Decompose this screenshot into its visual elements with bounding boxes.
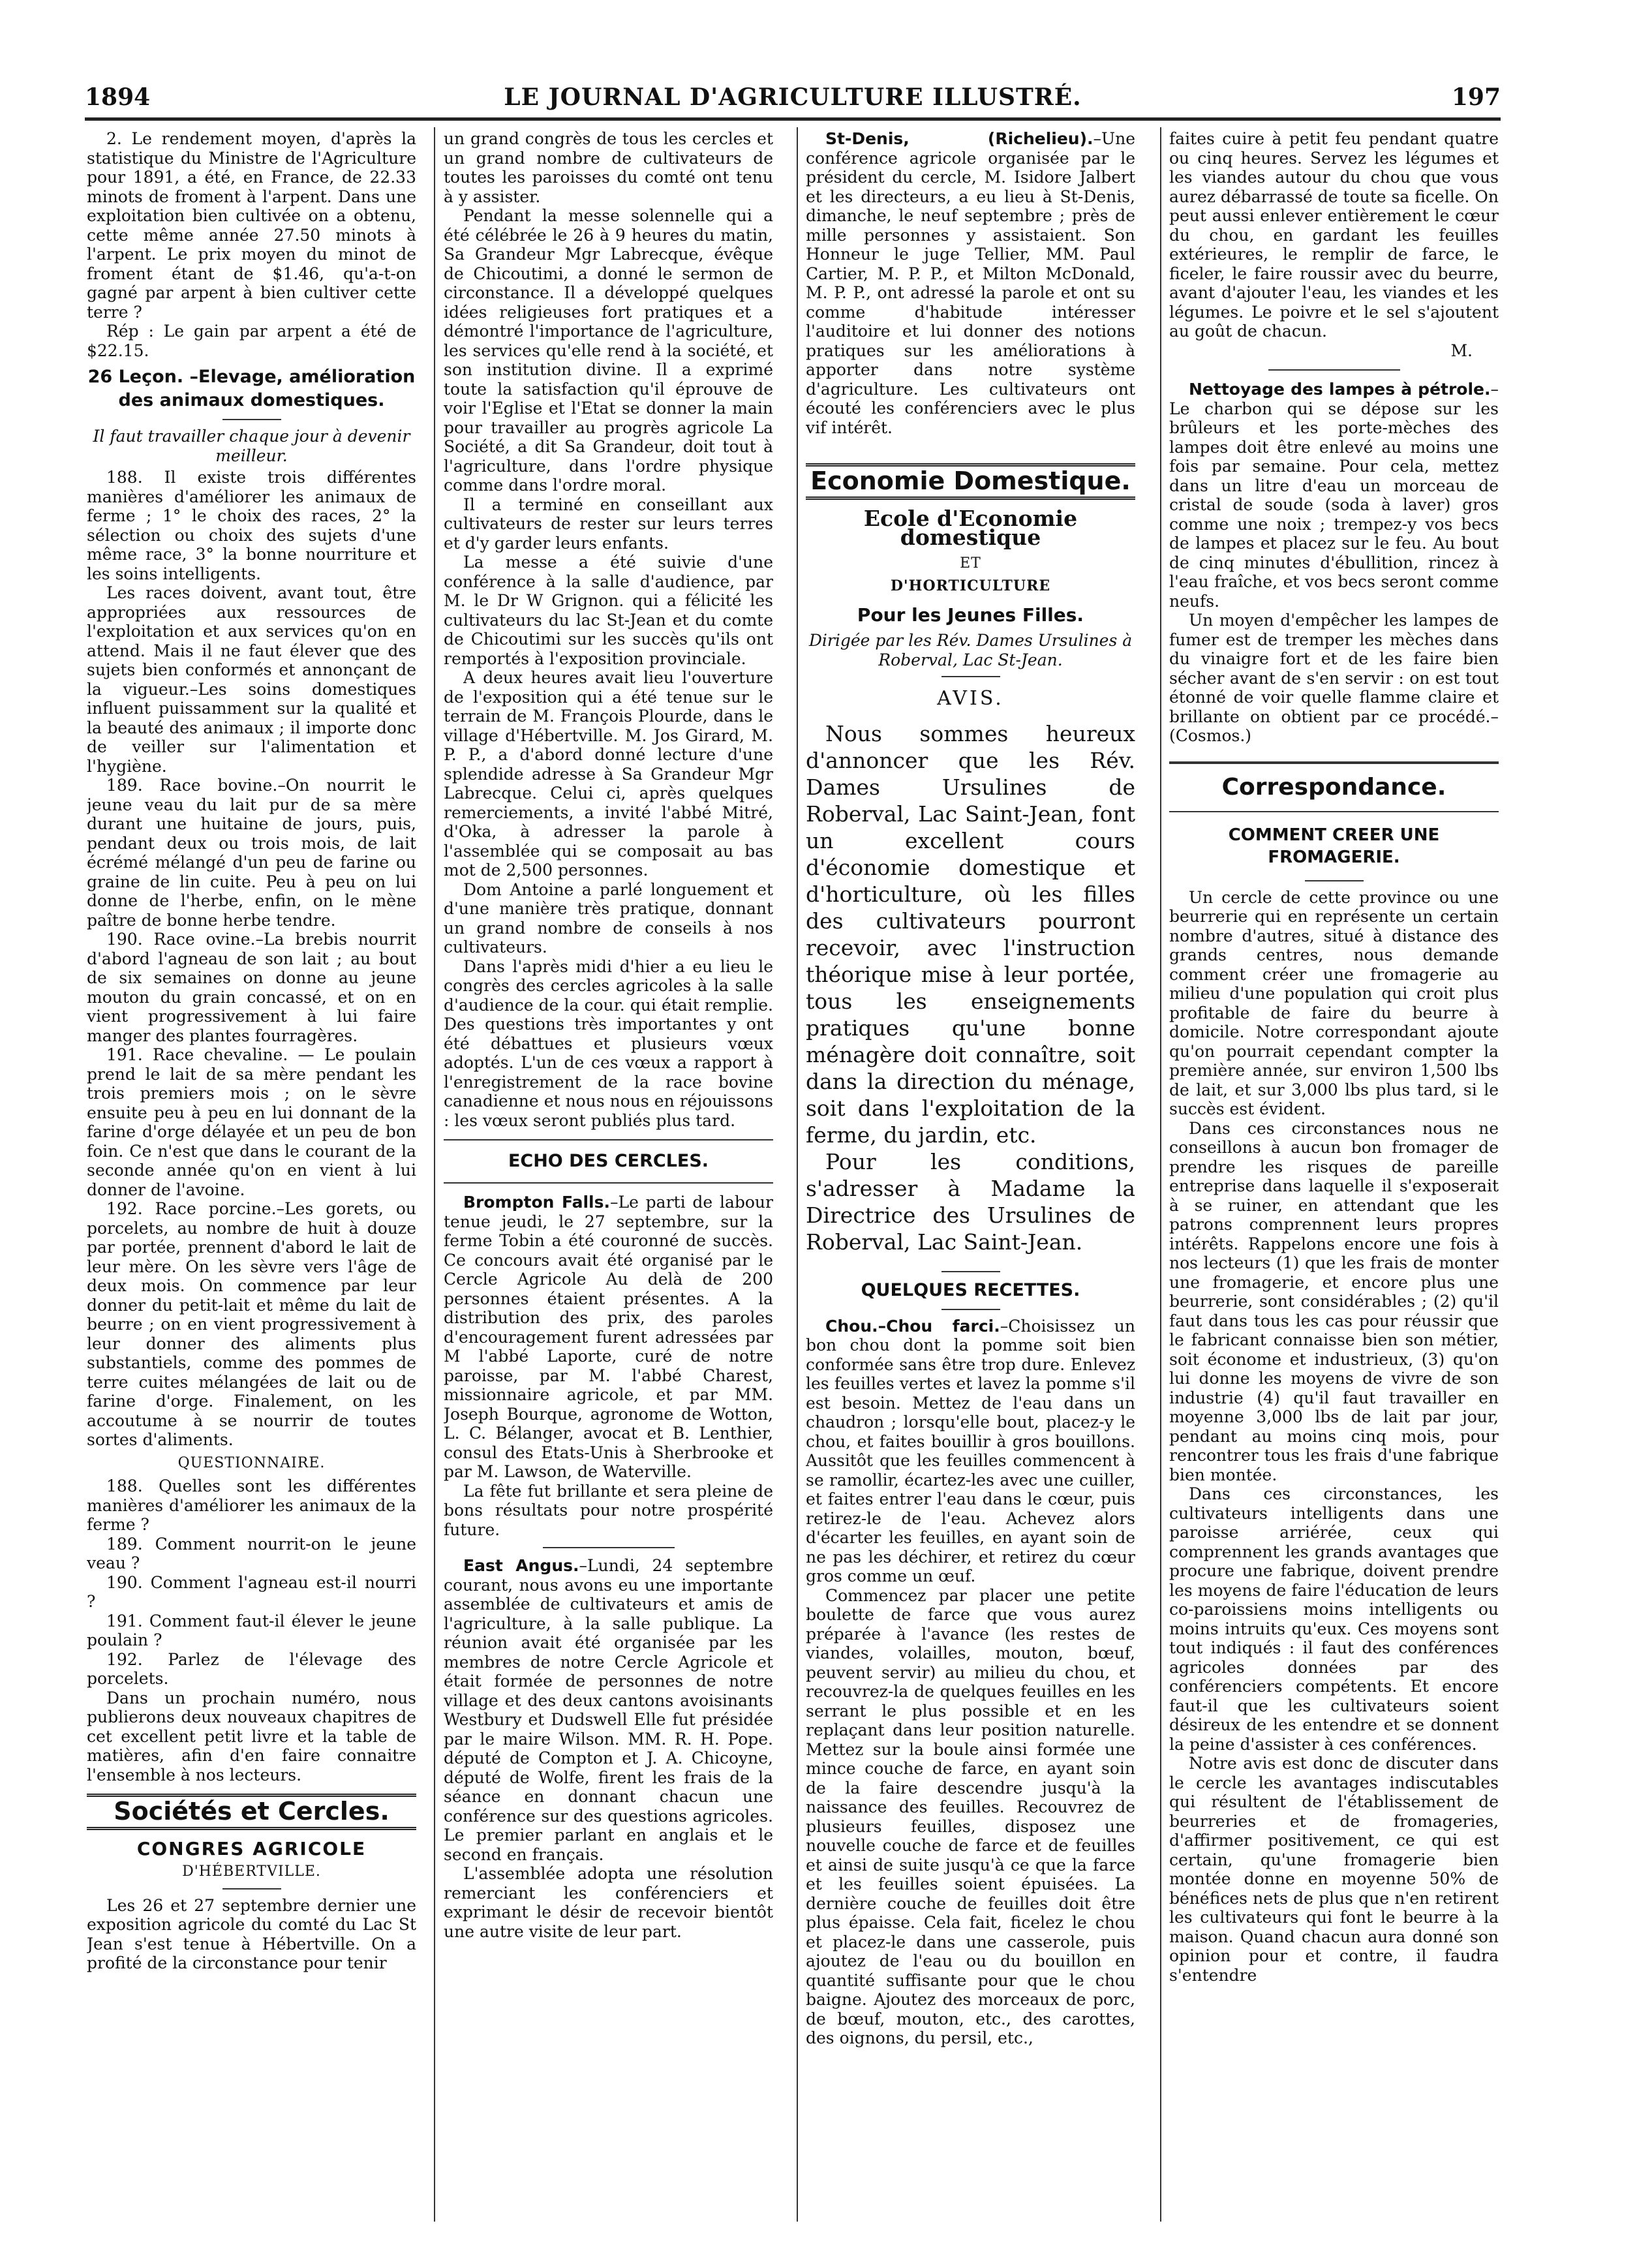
paragraph: Pour les conditions, s'adresser à Madame la Directrice des Ursulines de Roberval, Lac Saint-Jean.	[806, 1148, 1135, 1255]
divider	[1268, 369, 1400, 371]
paragraph: Dans ces circonstances, les cultivateurs intelligents dans une paroisse arriérée, ceux qui comprennent les grands avantages que procure une fabrique, doivent prendre les moyens de faire l'éducation de leurs co-paroissiens moins intelligents ou moins intruits qu'eux. Ces moyens sont tout indiqués : il faut des conférences agricoles données par des conférenciers compétents. Et encore faut-il que les cultivateurs soient désireux de les entendre et se donnent la peine d'assister à ces conférences.	[1169, 1484, 1499, 1754]
echo-heading: ECHO DES CERCLES.	[508, 1151, 709, 1171]
paragraph: un grand congrès de tous les cercles et un grand nombre de cultivateurs de toutes les paroisses du comté ont tenu à y assister.	[444, 129, 773, 206]
school-horticulture: D'HORTICULTURE	[890, 577, 1051, 594]
question: 190. Comment l'agneau est-il nourri ?	[87, 1572, 416, 1611]
paragraph: L'assemblée adopta une résolution remerciant les conférenciers et exprimant le désir de recevoir bientôt une autre visite de leur part.	[444, 1864, 773, 1941]
header-rule	[85, 117, 1501, 121]
place-name: East Angus.	[463, 1556, 579, 1575]
paragraph: Un moyen d'empêcher les lampes de fumer est de tremper les mèches dans du vinaigre fort et de les faire bien sécher avant de s'en servir : on est tout étonné de voir quelle flamme claire et brillante on obtient par ce procédé.–(Cosmos.)	[1169, 611, 1499, 745]
divider	[1169, 811, 1499, 812]
paragraph: Il a terminé en conseillant aux cultivateurs de rester sur leurs terres et d'y garder leurs enfants.	[444, 495, 773, 553]
paragraph: 190. Race ovine.–La brebis nourrit d'abord l'agneau de son lait ; au bout de six semaines on donne au jeune mouton du grain concassé, et on en vient progressivement à lui faire manger des plantes fourragères.	[87, 930, 416, 1045]
paragraph: 189. Race bovine.–On nourrit le jeune veau du lait pur de sa mère durant une huitaine de jours, puis, pendant deux ou trois mois, de lait écrémé mélangé d'un peu de farine ou graine de lin cuite. Peu à peu on lui donne de l'herbe, enfin, on le mène paître de bonne herbe tendre.	[87, 776, 416, 930]
page-header	[85, 78, 1501, 117]
paragraph: Les races doivent, avant tout, être appropriées aux ressources de l'exploitation et aux services qu'on en attend. Mais il ne faut élever que des sujets bien conformés et annonçant de la vigueur.–Les soins domestiques influent puissamment sur la qualité et la beauté des animaux ; il importe donc de veiller sur l'alimentation et l'hygiène.	[87, 583, 416, 776]
divider	[444, 1139, 773, 1140]
question: 192. Parlez de l'élevage des porcelets.	[87, 1649, 416, 1688]
header-page-number: 197	[1451, 84, 1501, 111]
divider	[941, 1271, 1000, 1272]
divider	[543, 1547, 675, 1548]
section-heading-economie: Economie Domestique.	[806, 463, 1135, 500]
signature: M.	[1450, 341, 1473, 360]
column-divider	[1160, 127, 1161, 2222]
school-title: Ecole d'Economie domestique	[863, 505, 1078, 550]
article-title: Nettoyage des lampes à pétrole.	[1189, 380, 1491, 399]
column-divider	[434, 127, 435, 2222]
divider	[222, 419, 281, 420]
header-year: 1894	[85, 84, 151, 111]
divider	[444, 1182, 773, 1184]
place-name: St-Denis, (Richelieu).	[825, 129, 1094, 148]
paragraph: Commencez par placer une petite boulette de farce que vous aurez préparée à l'avance (les restes de viandes, volailles, mouton, bœuf, peuvent servir) au milieu du chou, et recouvrez-la de quelques feuilles en les serrant le plus possible et en les replaçant dans leur position naturelle. Mettez sur la boule ainsi formée une mince couche de farce, en ayant soin de la faire descendre jusqu'à la naissance des feuilles. Recouvrez de plusieurs feuilles, disposez une nouvelle couche de farce et de feuilles et ainsi de suite jusqu'à ce que la farce et les feuilles soient épuisées. La dernière couche de feuilles doit être plus épaisse. Cela fait, ficelez le chou et placez-le dans une casserole, puis ajoutez de l'eau ou du bouillon en quantité suffisante pour que le chou baigne. Ajoutez des morceaux de porc, de bœuf, mouton, etc., des carottes, des oignons, du persil, etc.,	[806, 1585, 1135, 2047]
paragraph: 191. Race chevaline. — Le poulain prend le lait de sa mère pendant les trois premiers mois ; on le sèvre ensuite peu à peu en lui donnant de la farine d'orge délayée et un peu de bon foin. Ce n'est que dans le courant de la seconde année qu'on en vient à lui donner de l'avoine.	[87, 1045, 416, 1199]
paragraph: Un cercle de cette province ou une beurrerie qui en représente un certain nombre d'autres, situé à distance des grands centres, nous demande comment créer une fromagerie au milieu d'une population qui croit plus profitable de faire du beurre à domicile. Notre correspondant ajoute qu'on pourrait cependant compter la première année, sur environ 1,500 lbs de lait, et sur 3,000 lbs plus tard, si le succès est évident.	[1169, 887, 1499, 1118]
paragraph: Rép : Le gain par arpent a été de $22.15.	[87, 322, 416, 360]
correspondance-heading: Correspondance.	[1221, 773, 1446, 801]
paragraph: La fête fut brillante et sera pleine de bons résultats pour notre prospérité future.	[444, 1481, 773, 1539]
recettes-heading: QUELQUES RECETTES.	[861, 1279, 1080, 1300]
paragraph: Dans un prochain numéro, nous publierons deux nouveaux chapitres de cet excellent petit livre et la table de matières, afin d'en faire connaitre l'ensemble à nos lecteurs.	[87, 1688, 416, 1784]
lesson-title: 26 Leçon. –Elevage, amélioration des animaux domestiques.	[87, 367, 416, 410]
fromagerie-heading: COMMENT CREER UNE FROMAGERIE.	[1228, 825, 1440, 867]
question: 188. Quelles sont les différentes manières d'améliorer les animaux de la ferme ?	[87, 1476, 416, 1534]
paragraph: Dom Antoine a parlé longuement et d'une manière très pratique, donnant un grand nombre de conseils à nos cultivateurs.	[444, 880, 773, 956]
divider	[1305, 880, 1364, 881]
epigraph: Il faut travailler chaque jour à devenir meilleur.	[93, 427, 410, 465]
paragraph-text: –Le parti de labour tenue jeudi, le 27 septembre, sur la ferme Tobin a été couronné de succès. Ce concours avait été organisé par le Cercle Agricole Au delà de 200 personnes étaient présentes. A la distribution des prix, des paroles d'encouragement furent adressées par M l'abbé Laporte, curé de notre paroisse, par M. l'abbé Charest, missionnaire agricole, et par MM. Joseph Bourque, agronome de Wotton, L. C. Bélanger, avocat et B. Lenthier, consul des Etats-Unis à Sherbrooke et par M. Lawson, de Waterville.	[444, 1193, 773, 1481]
section-heading-societes: Sociétés et Cercles.	[87, 1794, 416, 1830]
paragraph: Pendant la messe solennelle qui a été célébrée le 26 à 9 heures du matin, Sa Grandeur Mgr Labrecque, évêque de Chicoutimi, a donné le sermon de circonstance. Il a développé quelques idées religieuses fort pratiques et a démontré l'importance de l'agriculture, les services qu'elle rend à la société, et son institution divine. Il a exprimé toute la satisfaction qu'il éprouve de voir l'Eglise et l'Etat se donner la main pour travailler au progrès agricole La Société, a dit Sa Grandeur, doit tout à l'agriculture, dans l'ordre physique comme dans l'ordre moral.	[444, 206, 773, 495]
paragraph-text: – Le charbon qui se dépose sur les brûleurs et les porte-mèches des lampes doit être enlevé au moins une fois par semaine. Pour cela, mettez dans un litre d'eau un morceau de cristal de soude (soda à laver) gros comme une noix ; trempez-y vos becs de lampes et placez sur le feu. Au bout de cinq minutes d'ébullition, rincez à l'eau fraîche, et vos becs seront comme neufs.	[1169, 380, 1499, 611]
questionnaire-heading: QUESTIONNAIRE.	[177, 1454, 326, 1471]
column-3	[806, 129, 1135, 2217]
column-1	[87, 129, 416, 2217]
divider	[941, 676, 1000, 677]
header-title: LE JOURNAL D'AGRICULTURE ILLUSTRÉ.	[504, 84, 1082, 111]
paragraph	[444, 1193, 773, 1482]
paragraph: Les 26 et 27 septembre dernier une exposition agricole du comté du Lac St Jean s'est tenue à Hébertville. On a profité de la circonstance pour tenir	[87, 1895, 416, 1972]
paragraph	[806, 1317, 1135, 1586]
divider	[222, 1888, 281, 1889]
question: 191. Comment faut-il élever le jeune poulain ?	[87, 1611, 416, 1649]
avis-body	[806, 720, 1135, 1255]
divider	[1169, 761, 1499, 764]
divider	[941, 1309, 1000, 1310]
paragraph: A deux heures avait lieu l'ouverture de l'exposition qui a été tenue sur le terrain de M. François Plourde, dans le village d'Hébertville. M. Jos Girard, M. P. P., a d'abord donné lecture d'une splendide adresse à Sa Grandeur Mgr Labrecque. Celui ci, après quelques remerciements, a invité l'abbé Mitré, d'Oka, à adresser la parole à l'assemblée qui se composait au bas mot de 2,500 personnes.	[444, 668, 773, 880]
avis-heading: AVIS.	[937, 687, 1004, 710]
school-audience: Pour les Jeunes Filles.	[857, 604, 1084, 626]
place-name: Brompton Falls.	[463, 1193, 610, 1212]
paragraph: Notre avis est donc de discuter dans le cercle les avantages indiscutables qui résultent de l'établissement de beurreries et de fromageries, d'affirmer positivement, ce qui est certain, qu'une fromagerie bien montée donne en moyenne 50% de bénéfices nets de plus que n'en retirent les cultivateurs qui font le beurre à la maison. Quand chacun aura donné son opinion pour et contre, il faudra s'entendre	[1169, 1754, 1499, 1985]
column-divider	[797, 127, 798, 2222]
question: 189. Comment nourrit-on le jeune veau ?	[87, 1534, 416, 1572]
paragraph	[806, 129, 1135, 437]
congres-subtitle: D'HÉBERTVILLE.	[182, 1863, 321, 1880]
paragraph-text: –Choisissez un bon chou dont la pomme soit bien conformée sans être trop dure. Enlevez les feuilles vertes et lavez la pomme s'il est besoin. Mettez de l'eau dans un chaudron ; lorsqu'elle bout, placez-y le chou, et faites bouillir à gros bouillons. Aussitôt que les feuilles commencent à se ramollir, écartez-les avec une cuiller, et faites entrer l'eau dans le cœur, puis retirez-le de l'eau. Achevez alors d'écarter les feuilles, en ayant soin de ne pas les déchirer, et retirez du cœur gros comme un œuf.	[806, 1316, 1135, 1585]
school-direction: Dirigée par les Rév. Dames Ursulines à Roberval, Lac St-Jean.	[808, 631, 1133, 669]
paragraph: Dans l'après midi d'hier a eu lieu le congrès des cercles agricoles à la salle d'audience de la cour. qui était remplie. Des questions très importantes y ont été débattues et plusieurs vœux adoptés. L'un de ces vœux a rapport à l'enregistrement de la race bovine canadienne et nous nous en réjouissons : les vœux seront publiés plus tard.	[444, 956, 773, 1130]
recipe-title: Chou.–Chou farci.	[825, 1316, 1000, 1336]
paragraph-text: –Une conférence agricole organisée par le président du cercle, M. Isidore Jalbert et les directeurs, a eu lieu à St-Denis, dimanche, le neuf septembre ; près de mille personnes y assistaient. Son Honneur le juge Tellier, MM. Paul Cartier, M. P. P., et Milton McDonald, M. P. P., ont adressé la parole et ont su comme d'habitude intéresser l'auditoire et lui donner des notions pratiques sur les améliorations à apporter dans notre système d'agriculture. Les cultivateurs ont écouté les conférenciers avec le plus vif intérêt.	[806, 129, 1135, 437]
paragraph	[1169, 380, 1499, 611]
paragraph: 2. Le rendement moyen, d'après la statistique du Ministre de l'Agriculture pour 1891, a été, en France, de 22.33 minots de froment à l'arpent. Dans une exploitation bien cultivée on a obtenu, cette même année 27.50 minots à l'arpent. Le prix moyen du minot de froment étant de $1.46, qu'a-t-on gagné par arpent à bien cultiver cette terre ?	[87, 129, 416, 322]
paragraph-text: –Lundi, 24 septembre courant, nous avons eu une importante assemblée de cultivateurs et amis de l'agriculture, à la salle publique. La réunion avait été organisée par les membres de notre Cercle Agricole et était formée de personnes de notre village et des deux cantons avoisinants Westbury et Dudswell Elle fut présidée par le maire Wilson. MM. R. H. Pope. député de Compton et J. A. Chicoyne, député de Wolfe, firent les frais de la séance en donnant chacun une conférence sur des questions agricoles. Le premier parlant en anglais et le second en français.	[444, 1556, 773, 1864]
paragraph: Dans ces circonstances nous ne conseillons à aucun bon fromager de prendre les risques de pareille entreprise dans laquelle il s'exposerait à se ruiner, en attendant que les patrons comprennent leurs propres intérêts. Rappelons encore une fois à nos lecteurs (1) que les frais de monter une fromagerie, et encore plus une beurrerie, sont considérables ; (2) qu'il faut dans tous les cas pour réussir que le fabricant connaisse bien son métier, soit économe et industrieux, (3) qu'on lui donne les moyens de vivre de son industrie (4) qu'il faut travailler en moyenne 3,000 lbs de lait par jour, pendant au moins cinq mois, pour rencontrer tous les frais d'une fabrique bien montée.	[1169, 1118, 1499, 1484]
paragraph: 188. Il existe trois différentes manières d'améliorer les animaux de ferme ; 1° le choix des races, 2° la sélection ou choix des sujets d'une même race, 3° la bonne nourriture et les soins intelligents.	[87, 468, 416, 583]
school-et: ET	[960, 555, 981, 572]
paragraph	[444, 1556, 773, 1864]
paragraph: La messe a été suivie d'une conférence à la salle d'audience, par M. le Dr W Grignon. qui a félicité les cultivateurs du lac St-Jean et du comte de Chicoutimi sur les succès qu'ils ont remportés à l'exposition provinciale.	[444, 553, 773, 668]
paragraph: 192. Race porcine.–Les gorets, ou porcelets, au nombre de huit à douze par portée, prennent d'abord le lait de leur mère. On les sèvre vers l'âge de deux mois. On commence par leur donner du petit-lait et même du lait de beurre ; on en vient progressivement à leur donner des aliments plus substantiels, comme des pommes de terre cuites mélangées de lait ou de farine d'orge. Finalement, on les accoutume à se nourrir de toutes sortes d'aliments.	[87, 1199, 416, 1449]
paragraph: faites cuire à petit feu pendant quatre ou cinq heures. Servez les légumes et les viandes autour du chou que vous aurez débarrassé de toute sa ficelle. On peut aussi enlever entièrement le cœur du chou, en gardant les feuilles extérieures, le remplir de farce, le ficeler, le faire roussir avec du beurre, avant d'ajouter l'eau, les viandes et les légumes. Le poivre et le sel s'ajoutent au goût de chacun.	[1169, 129, 1499, 341]
column-4	[1169, 129, 1499, 2217]
column-2	[444, 129, 773, 2217]
congres-title: CONGRES AGRICOLE	[136, 1837, 367, 1859]
paragraph: Nous sommes heureux d'annoncer que les Rév. Dames Ursulines de Roberval, Lac Saint-Jean, font un excellent cours d'économie domestique et d'horticulture, où les filles des cultivateurs pourront recevoir, avec l'instruction théorique mise à leur portée, tous les enseignements pratiques qu'une bonne ménagère doit connaître, soit dans la direction du ménage, soit dans l'exploitation de la ferme, du jardin, etc.	[806, 720, 1135, 1148]
